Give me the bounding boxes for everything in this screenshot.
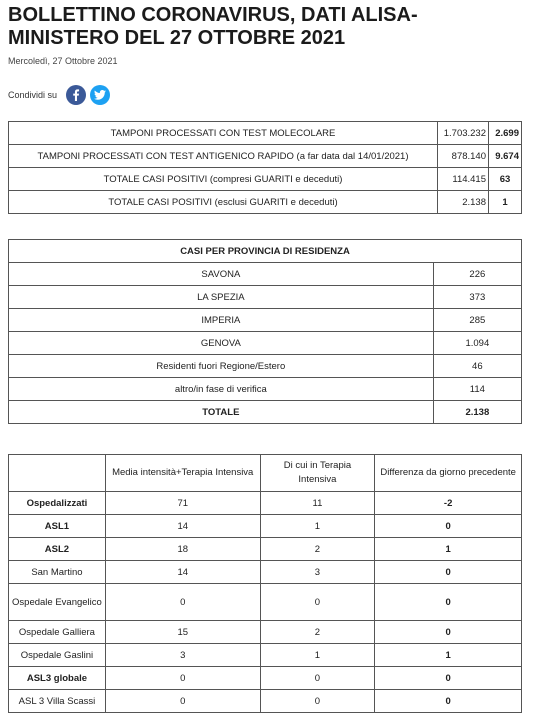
province-value: 285 <box>433 309 521 332</box>
hospital-ti: 1 <box>260 515 375 538</box>
hospital-header-ti: Di cui in Terapia Intensiva <box>260 455 375 492</box>
hospital-media: 71 <box>105 492 260 515</box>
hospital-diff: 0 <box>375 515 522 538</box>
table-header-row <box>9 455 522 492</box>
hospital-name: Ospedale Gaslini <box>9 644 106 667</box>
hospital-media: 14 <box>105 515 260 538</box>
table-header-row <box>9 240 522 263</box>
summary-delta: 9.674 <box>489 145 522 168</box>
hospital-name: Ospedalizzati <box>9 492 106 515</box>
province-value: 114 <box>433 378 521 401</box>
table-row <box>9 355 522 378</box>
hospital-ti: 1 <box>260 644 375 667</box>
twitter-icon <box>94 90 106 100</box>
province-total-label: TOTALE <box>9 401 434 424</box>
hospital-media: 14 <box>105 561 260 584</box>
province-heading: CASI PER PROVINCIA DI RESIDENZA <box>9 240 522 263</box>
hospital-diff: 0 <box>375 621 522 644</box>
page-title: BOLLETTINO CORONAVIRUS, DATI ALISA-MINISTERO DEL 27 OTTOBRE 2021 <box>8 4 418 49</box>
hospital-media: 0 <box>105 584 260 621</box>
hospital-ti: 0 <box>260 690 375 713</box>
summary-delta: 63 <box>489 168 522 191</box>
hospital-diff: 0 <box>375 690 522 713</box>
hospital-name: ASL1 <box>9 515 106 538</box>
hospital-diff: -2 <box>375 492 522 515</box>
hospital-media: 18 <box>105 538 260 561</box>
hospital-name: ASL 3 Villa Scassi <box>9 690 106 713</box>
table-row <box>9 332 522 355</box>
summary-delta: 2.699 <box>489 122 522 145</box>
table-row <box>9 492 522 515</box>
table-row <box>9 644 522 667</box>
table-row <box>9 309 522 332</box>
summary-label: TAMPONI PROCESSATI CON TEST ANTIGENICO RAPIDO (a far data dal 14/01/2021) <box>9 145 438 168</box>
province-value: 1.094 <box>433 332 521 355</box>
summary-table <box>8 121 522 214</box>
hospital-header-empty <box>9 455 106 492</box>
province-name: IMPERIA <box>9 309 434 332</box>
summary-total: 878.140 <box>438 145 489 168</box>
hospital-diff: 0 <box>375 561 522 584</box>
hospital-ti: 0 <box>260 584 375 621</box>
table-row <box>9 378 522 401</box>
province-value: 46 <box>433 355 521 378</box>
province-value: 373 <box>433 286 521 309</box>
summary-label: TAMPONI PROCESSATI CON TEST MOLECOLARE <box>9 122 438 145</box>
facebook-icon <box>71 89 81 101</box>
summary-total: 114.415 <box>438 168 489 191</box>
province-name: GENOVA <box>9 332 434 355</box>
hospital-header-diff: Differenza da giorno precedente <box>375 455 522 492</box>
hospital-name: ASL2 <box>9 538 106 561</box>
table-row <box>9 168 522 191</box>
province-name: Residenti fuori Regione/Estero <box>9 355 434 378</box>
table-row <box>9 561 522 584</box>
table-row <box>9 621 522 644</box>
hospital-diff: 1 <box>375 538 522 561</box>
publish-date: Mercoledì, 27 Ottobre 2021 <box>8 56 118 66</box>
hospital-name: San Martino <box>9 561 106 584</box>
province-name: altro/in fase di verifica <box>9 378 434 401</box>
hospital-diff: 1 <box>375 644 522 667</box>
hospital-media: 15 <box>105 621 260 644</box>
hospital-media: 0 <box>105 690 260 713</box>
hospital-ti: 2 <box>260 538 375 561</box>
hospital-name: ASL3 globale <box>9 667 106 690</box>
hospital-media: 0 <box>105 667 260 690</box>
hospital-media: 3 <box>105 644 260 667</box>
hospital-diff: 0 <box>375 584 522 621</box>
summary-delta: 1 <box>489 191 522 214</box>
table-row <box>9 286 522 309</box>
summary-label: TOTALE CASI POSITIVI (compresi GUARITI e deceduti) <box>9 168 438 191</box>
hospital-table <box>8 454 522 713</box>
summary-total: 2.138 <box>438 191 489 214</box>
province-name: SAVONA <box>9 263 434 286</box>
province-value: 226 <box>433 263 521 286</box>
hospital-ti: 0 <box>260 667 375 690</box>
province-total-value: 2.138 <box>433 401 521 424</box>
table-row <box>9 538 522 561</box>
hospital-name: Ospedale Galliera <box>9 621 106 644</box>
hospital-ti: 2 <box>260 621 375 644</box>
hospital-diff: 0 <box>375 667 522 690</box>
table-total-row <box>9 401 522 424</box>
table-row <box>9 667 522 690</box>
table-row <box>9 515 522 538</box>
summary-label: TOTALE CASI POSITIVI (esclusi GUARITI e deceduti) <box>9 191 438 214</box>
table-row <box>9 122 522 145</box>
hospital-header-media: Media intensità+Terapia Intensiva <box>105 455 260 492</box>
twitter-share-button[interactable] <box>90 85 110 105</box>
hospital-ti: 11 <box>260 492 375 515</box>
share-label: Condividi su <box>8 90 58 100</box>
hospital-name: Ospedale Evangelico <box>9 584 106 621</box>
summary-total: 1.703.232 <box>438 122 489 145</box>
province-name: LA SPEZIA <box>9 286 434 309</box>
table-row <box>9 191 522 214</box>
facebook-share-button[interactable] <box>66 85 86 105</box>
province-table <box>8 239 522 424</box>
table-row <box>9 263 522 286</box>
hospital-ti: 3 <box>260 561 375 584</box>
share-bar <box>8 84 114 106</box>
table-row <box>9 690 522 713</box>
table-row <box>9 584 522 621</box>
table-row <box>9 145 522 168</box>
